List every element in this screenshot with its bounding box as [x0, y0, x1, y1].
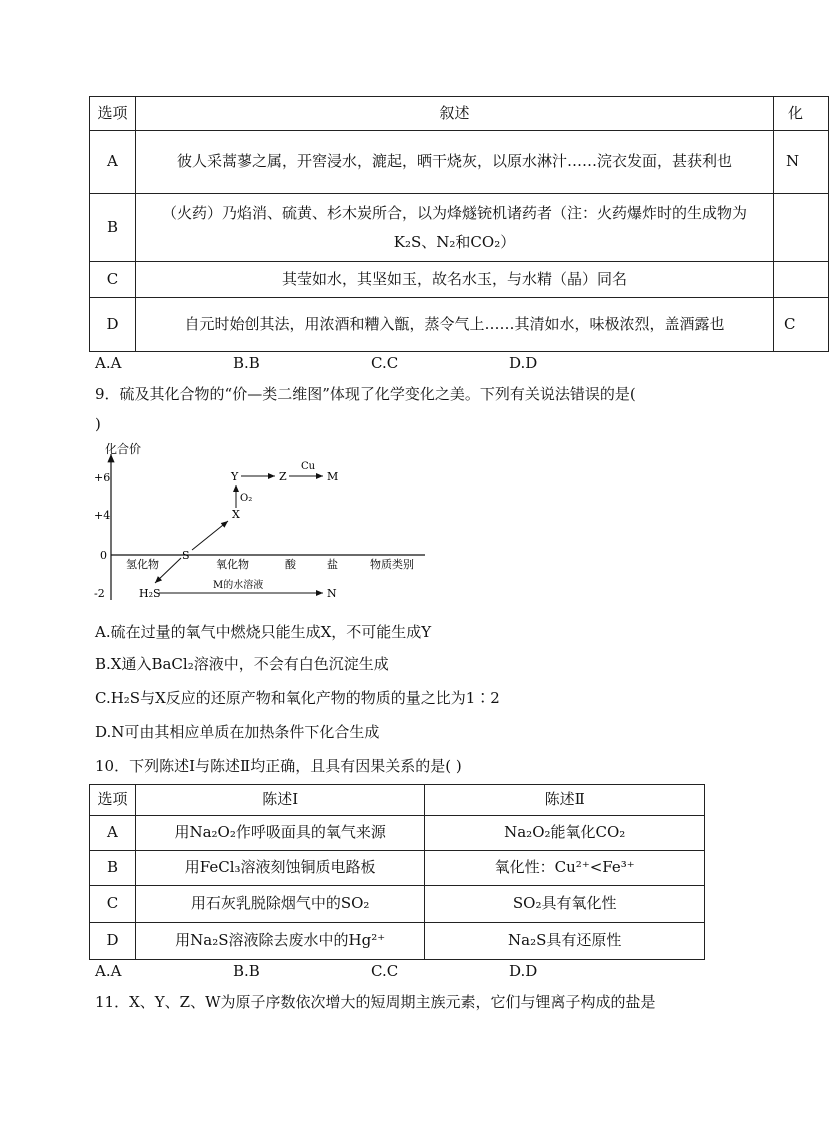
table8-clip [0, 0, 804, 360]
q9-option-d[interactable]: D.N可由其相应单质在加热条件下化合生成 [95, 723, 380, 741]
q8-answer-options [95, 354, 647, 372]
table10-row-d-option: D [90, 923, 136, 960]
q10-option-a[interactable]: A.A [95, 962, 122, 980]
table10-row-a-option: A [90, 816, 136, 851]
table8-row-c-text: 其莹如水，其坚如玉，故名水玉，与水精（晶）同名 [135, 262, 773, 298]
node-x: X [232, 508, 240, 521]
table8-header-narrative: 叙述 [135, 97, 773, 131]
table-row [90, 851, 705, 886]
node-h2s: H₂S [139, 587, 161, 600]
table10-header-statement2: 陈述Ⅱ [425, 785, 705, 816]
y-tick-zero: 0 [100, 549, 107, 562]
label-cu: Cu [301, 461, 316, 472]
q8-option-b[interactable]: B.B [233, 354, 260, 372]
table8-row-d-tail [774, 298, 829, 352]
label-aqueous: M的水溶液 [213, 580, 264, 591]
table10 [89, 784, 705, 960]
node-s: S [182, 549, 190, 562]
q10-option-d[interactable]: D.D [509, 962, 538, 980]
table8-header-third [774, 97, 829, 131]
table8-row-d-option: D [90, 298, 136, 352]
q10-stem: 10．下列陈述Ⅰ与陈述Ⅱ均正确，且具有因果关系的是( ) [95, 757, 462, 775]
x-axis-title: 物质类别 [370, 558, 414, 571]
table8-header-third-text: 化 [788, 103, 804, 122]
table-row [90, 131, 829, 194]
table10-row-c-option: C [90, 886, 136, 923]
q8-option-c[interactable]: C.C [371, 354, 399, 372]
table10-header-row [90, 785, 705, 816]
table10-row-d-s1: 用Na₂S溶液除去废水中的Hg²⁺ [135, 923, 424, 960]
table-row [90, 262, 829, 298]
table10-row-b-option: B [90, 851, 136, 886]
x-cat-acid: 酸 [285, 558, 296, 571]
q9-stem-line1: 9．硫及其化合物的“价—类二维图”体现了化学变化之美。下列有关说法错误的是( [95, 385, 636, 403]
y-tick-minus2: -2 [94, 587, 105, 600]
table-row [90, 194, 829, 262]
table8-row-c-option: C [90, 262, 136, 298]
node-n: N [327, 587, 337, 600]
table8-row-a-text: 彼人采蒿蓼之属，开窖浸水，漉起，晒干烧灰，以原水淋汁……浣衣发面，甚获利也 [135, 131, 773, 194]
table10-row-c-s1: 用石灰乳脱除烟气中的SO₂ [135, 886, 424, 923]
table8-row-c-tail [774, 262, 829, 298]
y-tick-plus4: +4 [94, 509, 111, 522]
x-cat-oxide: 氧化物 [216, 558, 249, 571]
x-cat-salt: 盐 [327, 558, 338, 571]
table10-row-b-s2: 氧化性：Cu²⁺<Fe³⁺ [425, 851, 705, 886]
table10-row-a-s1: 用Na₂O₂作呼吸面具的氧气来源 [135, 816, 424, 851]
table-row [90, 816, 705, 851]
table8-row-b-option: B [90, 194, 136, 262]
q9-stem-line2: ) [95, 415, 101, 433]
q10-option-b[interactable]: B.B [233, 962, 260, 980]
table8-row-a-option: A [90, 131, 136, 194]
table10-header-option: 选项 [90, 785, 136, 816]
x-cat-hydride: 氢化物 [126, 558, 159, 571]
table10-header-statement1: 陈述Ⅰ [135, 785, 424, 816]
table8-header-row [90, 97, 829, 131]
y-axis-title: 化合价 [105, 442, 142, 456]
table8-row-b-line1: （火药）乃焰消、硫黄、杉木炭所合，以为烽燧铳机诸药者（注：火药爆炸时的生成物为 [161, 204, 747, 222]
table-row [90, 886, 705, 923]
q11-stem: 11．X、Y、Z、W为原子序数依次增大的短周期主族元素，它们与锂离子构成的盐是 [95, 993, 656, 1011]
q10-answer-options [95, 962, 647, 980]
q9-valence-class-diagram [95, 440, 435, 610]
table8-row-d-text: 自元时始创其法，用浓酒和糟入甑，蒸令气上……其清如水，味极浓烈，盖酒露也 [135, 298, 773, 352]
table-row [90, 298, 829, 352]
y-tick-plus6: +6 [94, 471, 111, 484]
table10-row-d-s2: Na₂S具有还原性 [425, 923, 705, 960]
table8-row-b-text [135, 194, 773, 262]
table8-row-a-tail-text: N [786, 152, 800, 171]
table8-row-b-tail [774, 194, 829, 262]
table8-row-d-tail-text: C [784, 314, 796, 333]
q9-option-c[interactable]: C.H₂S与X反应的还原产物和氧化产物的物质的量之比为1∶2 [95, 689, 500, 707]
table8-row-a-tail [774, 131, 829, 194]
q8-option-a[interactable]: A.A [95, 354, 122, 372]
table8 [89, 96, 829, 352]
table8-header-option: 选项 [90, 97, 136, 131]
node-m: M [327, 470, 339, 483]
q10-option-c[interactable]: C.C [371, 962, 399, 980]
node-y: Y [231, 470, 239, 483]
q8-option-d[interactable]: D.D [509, 354, 538, 372]
table-row [90, 923, 705, 960]
table10-row-b-s1: 用FeCl₃溶液刻蚀铜质电路板 [135, 851, 424, 886]
table8-row-b-line2: K₂S、N₂和CO₂） [393, 232, 516, 251]
label-o2: O₂ [240, 493, 253, 504]
table10-row-a-s2: Na₂O₂能氧化CO₂ [425, 816, 705, 851]
q9-option-a[interactable]: A.硫在过量的氧气中燃烧只能生成X，不可能生成Y [95, 623, 432, 641]
q9-option-b[interactable]: B.X通入BaCl₂溶液中，不会有白色沉淀生成 [95, 655, 389, 673]
table10-row-c-s2: SO₂具有氧化性 [425, 886, 705, 923]
arrow-s-to-x [192, 521, 228, 550]
node-z: Z [279, 470, 287, 483]
